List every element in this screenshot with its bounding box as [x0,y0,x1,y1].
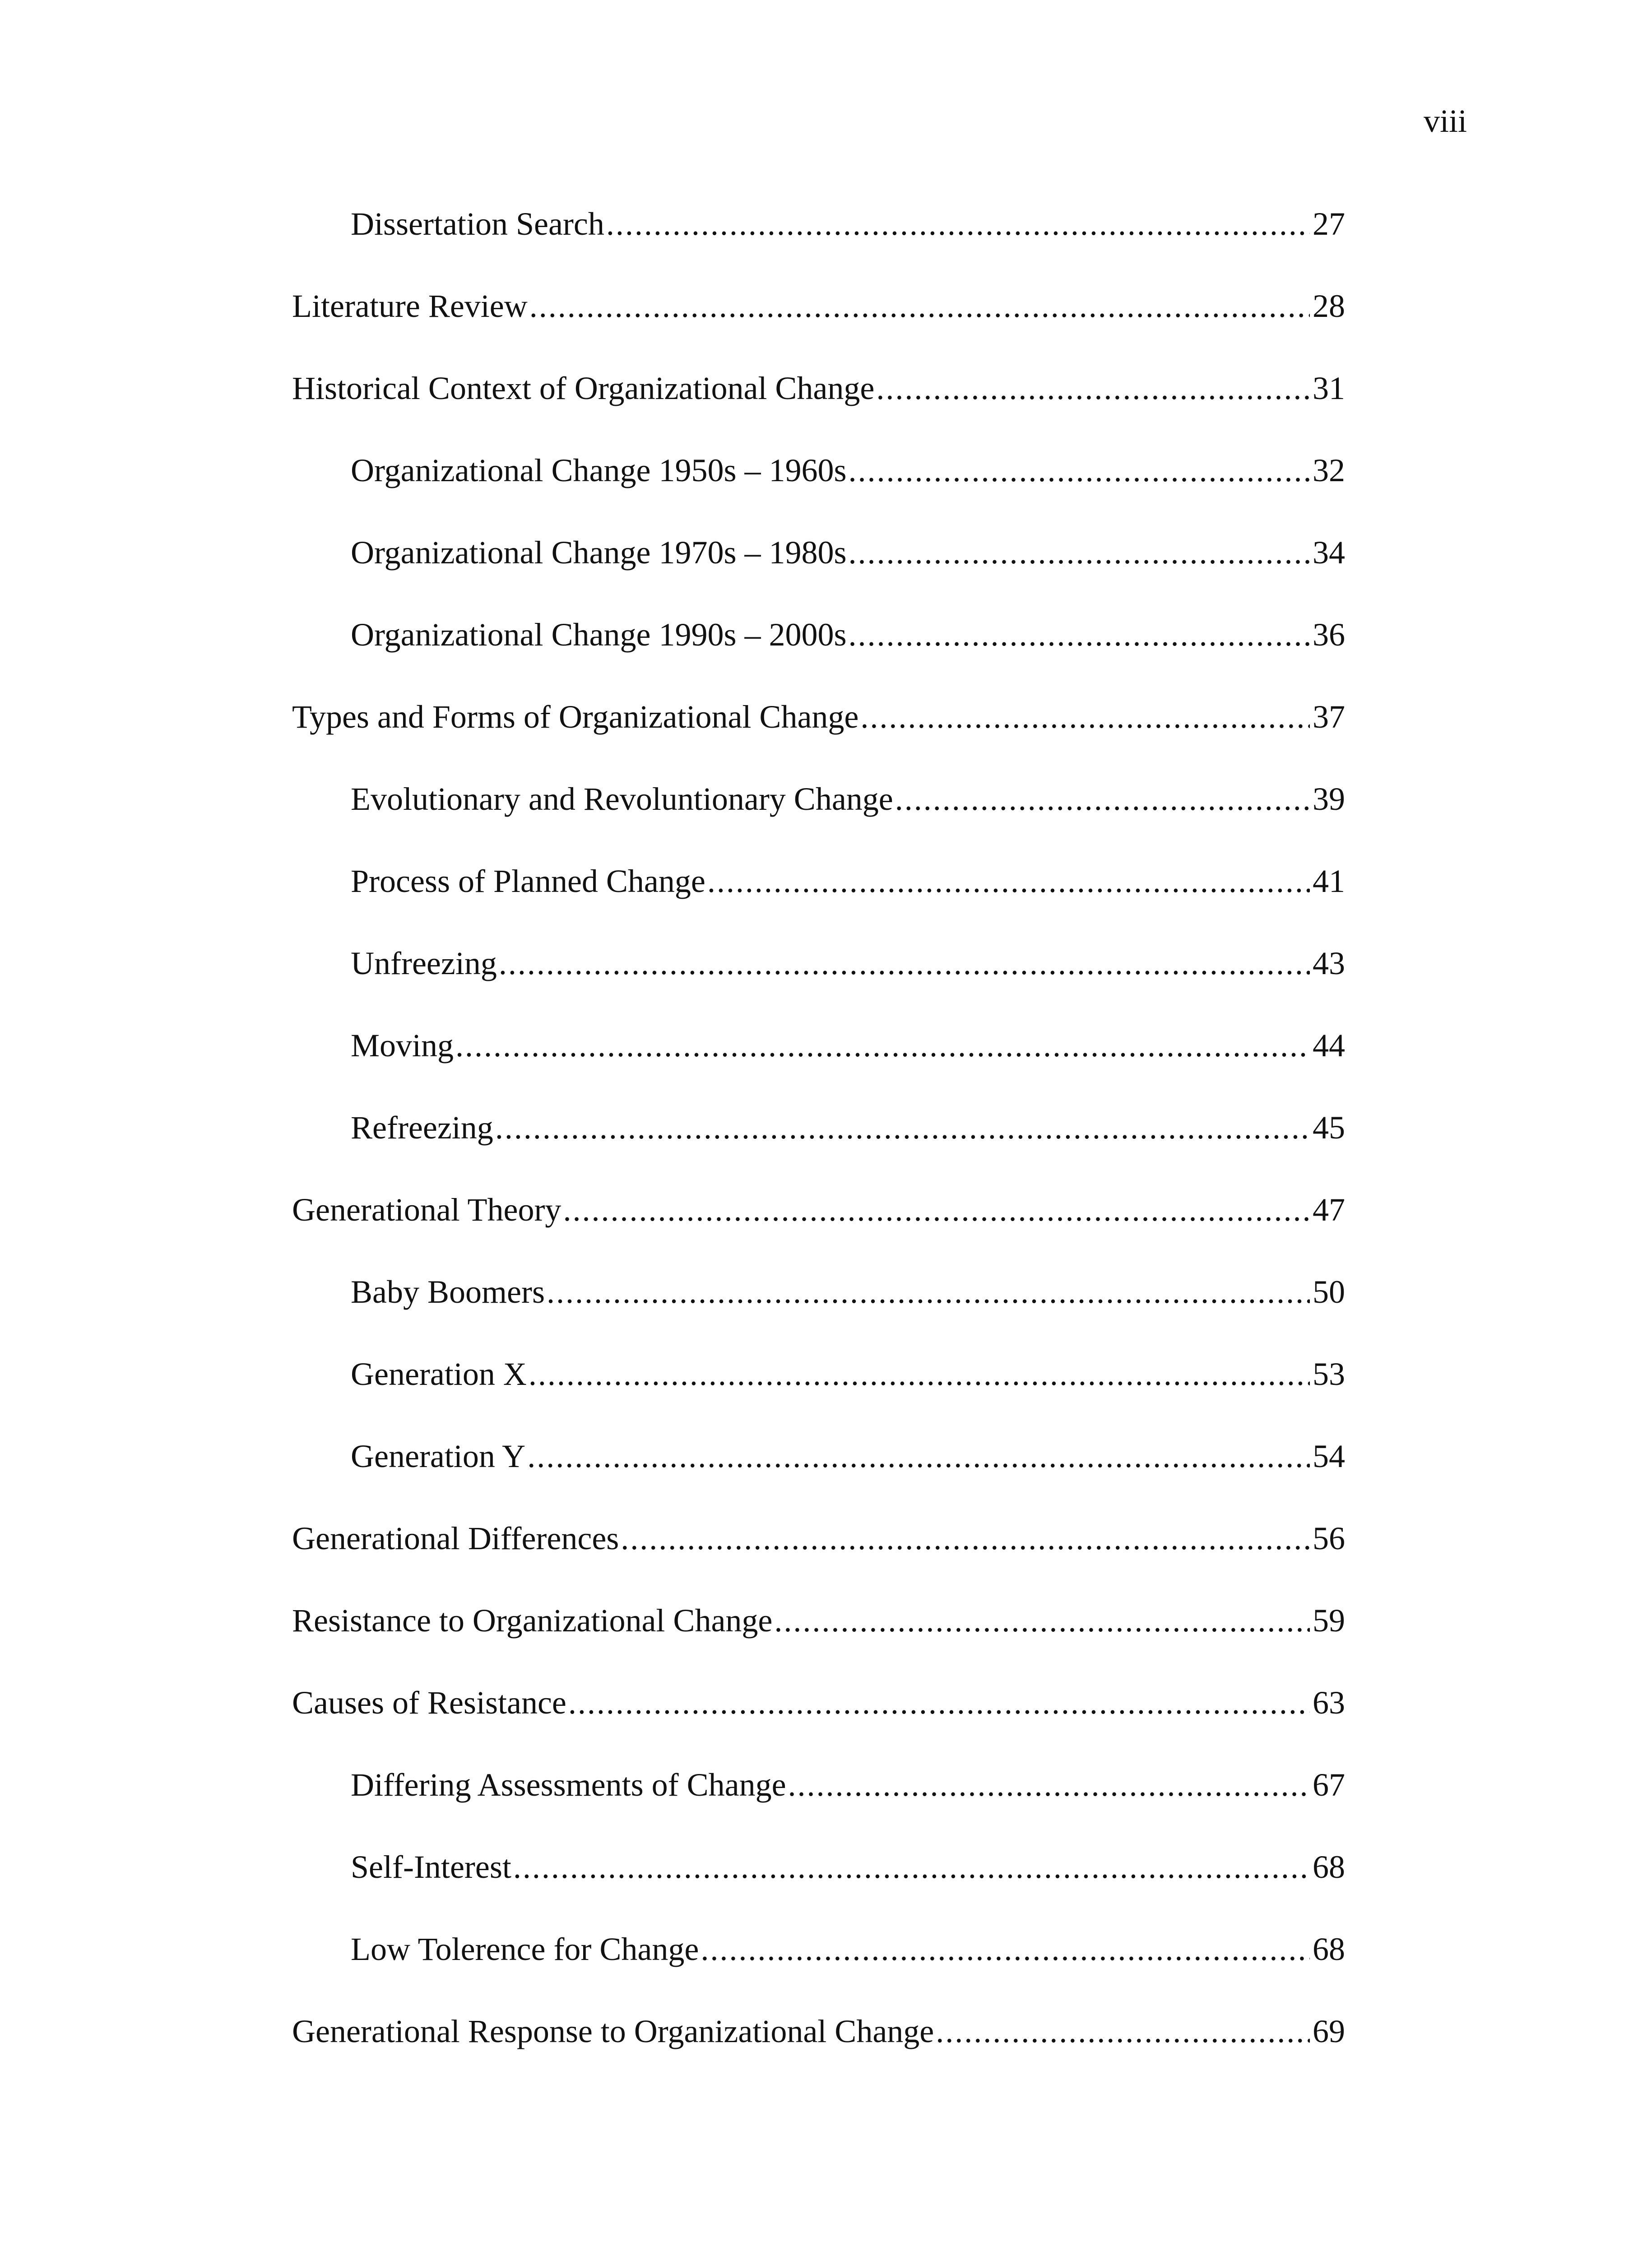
toc-entry [292,1194,1345,1276]
toc-entry [292,454,1345,536]
toc-entry-page: 27 [1313,206,1345,242]
toc-entry-page: 68 [1313,1849,1345,1885]
toc-entry [292,783,1345,865]
dot-leader [621,1522,1310,1555]
dot-leader [849,454,1310,487]
toc-entry-page: 41 [1313,863,1345,899]
toc-entry-title: Baby Boomers [351,1274,545,1310]
toc-entry-title: Unfreezing [351,945,497,981]
dot-leader [774,1604,1310,1637]
dot-leader [455,1029,1310,1062]
dot-leader [707,865,1310,897]
toc-entry-page: 68 [1313,1931,1345,1967]
toc-entry-title: Generational Response to Organizational Change [292,2013,934,2049]
toc-entry [292,1522,1345,1604]
toc-entry [292,618,1345,701]
toc-entry-title: Literature Review [292,288,528,324]
toc-entry-title: Organizational Change 1990s – 2000s [351,617,847,653]
toc-entry-title: Low Tolerence for Change [351,1931,699,1967]
toc-entry-title: Refreezing [351,1110,493,1146]
toc-entry-title: Causes of Resistance [292,1685,566,1721]
toc-entry-page: 32 [1313,452,1345,488]
toc-entry-page: 54 [1313,1438,1345,1474]
toc-entry-title: Resistance to Organizational Change [292,1602,773,1639]
toc-entry [292,1604,1345,1686]
toc-entry [292,1851,1345,1933]
toc-entry-page: 53 [1313,1356,1345,1392]
dot-leader [701,1933,1310,1965]
dot-leader [563,1194,1310,1226]
toc-entry-page: 37 [1313,699,1345,735]
toc-entry-page: 63 [1313,1685,1345,1721]
dot-leader [499,947,1310,980]
toc-entry [292,290,1345,372]
table-of-contents [292,208,1345,2097]
dot-leader [876,372,1310,404]
toc-entry-title: Self-Interest [351,1849,511,1885]
toc-entry-page: 39 [1313,781,1345,817]
dot-leader [527,1440,1310,1472]
dot-leader [936,2015,1310,2048]
dot-leader [529,290,1310,322]
toc-entry-title: Evolutionary and Revoluntionary Change [351,781,893,817]
dot-leader [788,1769,1310,1801]
toc-entry [292,2015,1345,2097]
toc-entry-title: Moving [351,1027,454,1063]
toc-entry [292,1029,1345,1111]
toc-entry-title: Differing Assessments of Change [351,1767,786,1803]
toc-entry-page: 59 [1313,1602,1345,1639]
toc-entry-page: 43 [1313,945,1345,981]
toc-entry-page: 36 [1313,617,1345,653]
toc-entry-page: 45 [1313,1110,1345,1146]
toc-entry-page: 44 [1313,1027,1345,1063]
toc-entry [292,536,1345,618]
toc-entry [292,372,1345,454]
toc-entry [292,947,1345,1029]
toc-entry-page: 56 [1313,1520,1345,1556]
toc-entry [292,1769,1345,1851]
toc-entry-page: 47 [1313,1192,1345,1228]
dot-leader [849,618,1310,651]
dot-leader [849,536,1310,569]
toc-entry [292,1933,1345,2015]
dot-leader [606,208,1310,240]
toc-entry [292,1686,1345,1769]
toc-entry [292,1358,1345,1440]
toc-entry-title: Dissertation Search [351,206,604,242]
toc-entry [292,1440,1345,1522]
toc-entry-page: 69 [1313,2013,1345,2049]
toc-entry-title: Organizational Change 1950s – 1960s [351,452,847,488]
toc-entry [292,208,1345,290]
toc-entry-page: 50 [1313,1274,1345,1310]
page-number: viii [1423,103,1467,139]
toc-entry-title: Generational Differences [292,1520,619,1556]
toc-entry-title: Types and Forms of Organizational Change [292,699,859,735]
dot-leader [513,1851,1310,1883]
toc-entry-page: 31 [1313,370,1345,406]
toc-entry [292,865,1345,947]
toc-entry [292,1111,1345,1194]
toc-entry-title: Organizational Change 1970s – 1980s [351,534,847,571]
dot-leader [529,1358,1310,1390]
dot-leader [568,1686,1310,1719]
dot-leader [495,1111,1310,1144]
dot-leader [547,1276,1310,1308]
toc-entry-page: 34 [1313,534,1345,571]
toc-entry [292,1276,1345,1358]
toc-entry-title: Process of Planned Change [351,863,705,899]
toc-entry-page: 28 [1313,288,1345,324]
toc-entry-title: Generation X [351,1356,527,1392]
toc-entry-title: Generational Theory [292,1192,561,1228]
toc-entry-page: 67 [1313,1767,1345,1803]
toc-entry-title: Historical Context of Organizational Change [292,370,875,406]
toc-entry-title: Generation Y [351,1438,526,1474]
dot-leader [895,783,1310,815]
toc-entry [292,701,1345,783]
dot-leader [860,701,1310,733]
